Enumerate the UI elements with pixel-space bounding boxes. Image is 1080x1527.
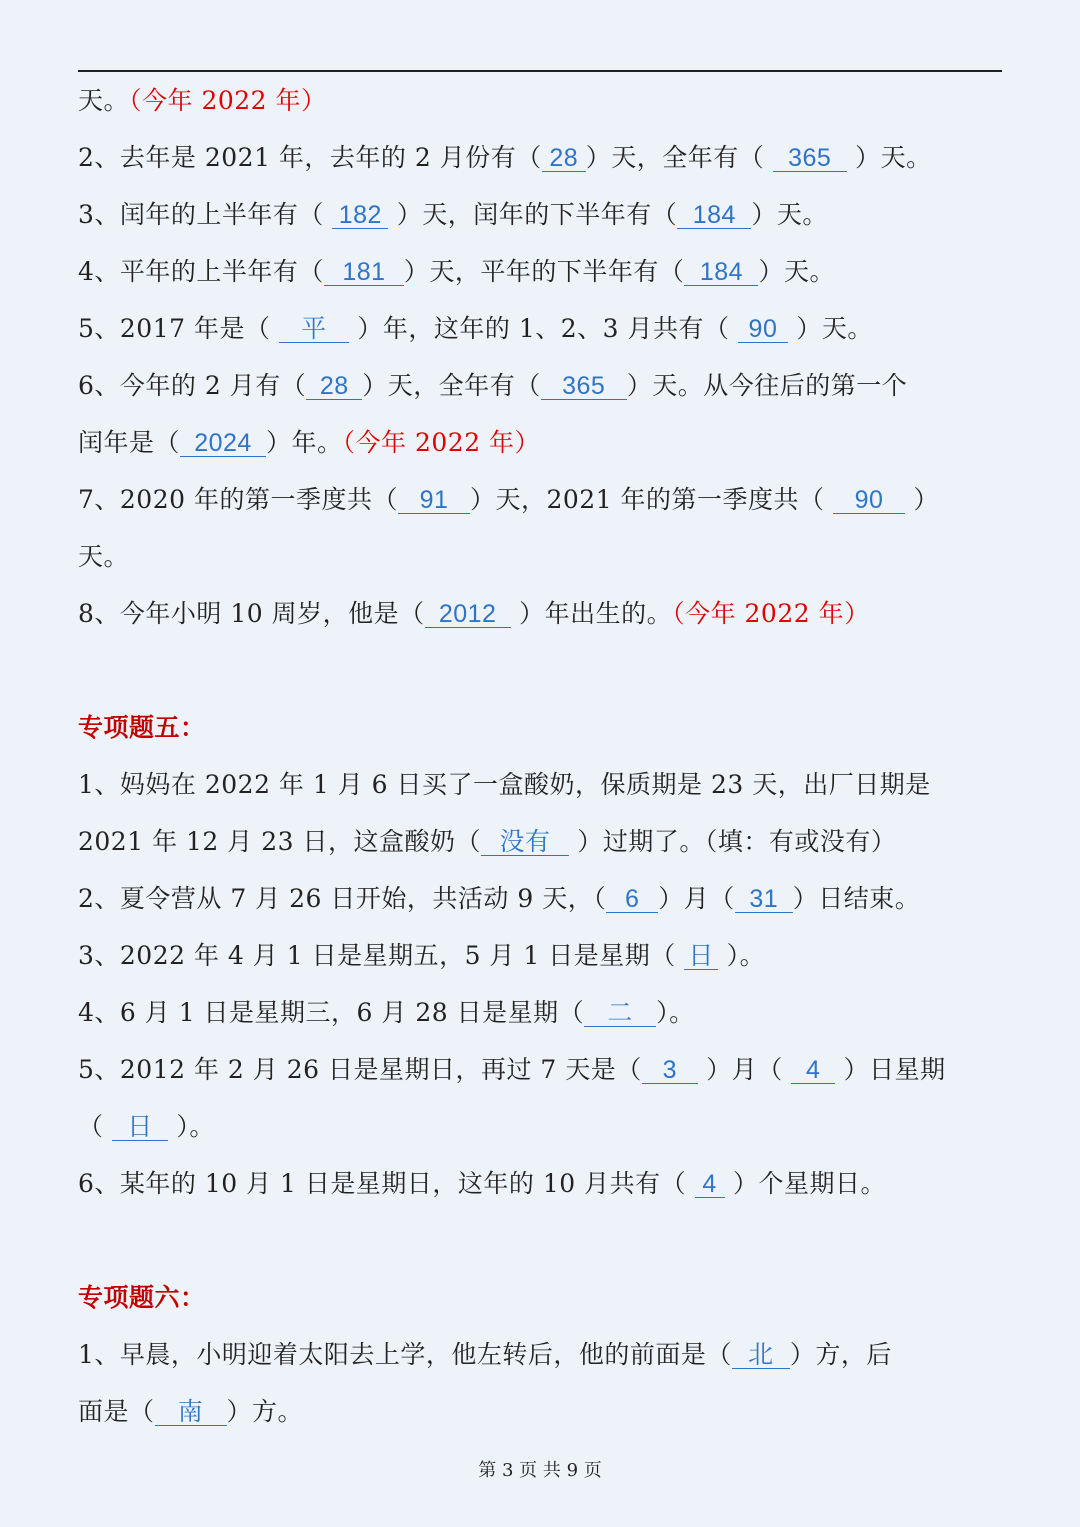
question-7 — [78, 471, 1002, 528]
question-text: ）天，全年有（ — [585, 143, 773, 172]
question-text: ）天，平年的下半年有（ — [403, 257, 685, 286]
answer-blank: 28 — [306, 373, 362, 400]
question-line — [78, 72, 1002, 129]
question-text: 5、2017 年是（ — [78, 314, 279, 343]
question-text: 7、2020 年的第一季度共（ — [78, 485, 398, 514]
question-text: ）。 — [656, 998, 695, 1027]
question-7-cont — [78, 528, 1002, 585]
question-5 — [78, 300, 1002, 357]
question-text: 5、2012 年 2 月 26 日是星期日，再过 7 天是（ — [78, 1055, 642, 1084]
question-text: （ — [78, 1112, 112, 1141]
question-text: 1、妈妈在 2022 年 1 月 6 日买了一盒酸奶，保质期是 23 天，出厂日期是 — [78, 770, 931, 799]
question-text: ）方，后 — [789, 1340, 892, 1369]
question-text: 3、2022 年 4 月 1 日是星期五，5 月 1 日是星期（ — [78, 941, 685, 970]
answer-blank: 平 — [279, 316, 349, 343]
answer-blank: 181 — [324, 259, 404, 286]
section-heading-6: 专项题六： — [78, 1283, 206, 1312]
question-text: ）天。 — [758, 257, 835, 286]
question-text: ）日星期 — [835, 1055, 946, 1084]
question-text: ） — [905, 485, 939, 514]
answer-blank: 3 — [642, 1057, 698, 1084]
answer-blank: 2012 — [425, 601, 511, 628]
question-6-cont — [78, 414, 1002, 471]
answer-blank: 90 — [738, 316, 788, 343]
question-text: ）天，2021 年的第一季度共（ — [469, 485, 834, 514]
page-footer: 第 3 页 共 9 页 — [478, 1460, 602, 1481]
question-2 — [78, 129, 1002, 186]
question-text: 天。 — [78, 86, 130, 115]
answer-blank: 没有 — [481, 829, 569, 856]
question-text: 天。 — [78, 542, 130, 571]
question-text: 面是（ — [78, 1397, 155, 1426]
question-text: 8、今年小明 10 周岁，他是（ — [78, 599, 425, 628]
question-8 — [78, 585, 1002, 642]
question-text: ）天，全年有（ — [362, 371, 541, 400]
answer-blank: 91 — [398, 487, 470, 514]
answer-blank: 184 — [684, 259, 758, 286]
answer-blank: 4 — [695, 1171, 725, 1198]
spacer — [78, 642, 1002, 699]
question-text: 4、6 月 1 日是星期三，6 月 28 日是星期（ — [78, 998, 585, 1027]
question-6 — [78, 357, 1002, 414]
question-text: 4、平年的上半年有（ — [78, 257, 324, 286]
answer-blank: 365 — [541, 373, 627, 400]
s5-question-1 — [78, 756, 1002, 813]
answer-blank: 北 — [732, 1342, 790, 1369]
answer-blank: 365 — [773, 145, 847, 172]
s5-question-5-cont — [78, 1098, 1002, 1155]
question-text: ）天。 — [787, 314, 873, 343]
answer-blank: 6 — [606, 886, 658, 913]
question-text: ）年，这年的 1、2、3 月共有（ — [348, 314, 738, 343]
year-note: （今年 2022 年） — [672, 599, 870, 628]
answer-blank: 4 — [791, 1057, 835, 1084]
answer-blank: 南 — [155, 1399, 227, 1426]
answer-blank: 31 — [735, 886, 793, 913]
question-text: 1、早晨，小明迎着太阳去上学，他左转后，他的前面是（ — [78, 1340, 732, 1369]
question-text: 6、今年的 2 月有（ — [78, 371, 307, 400]
question-text: ）天。 — [846, 143, 932, 172]
year-note: （今年 2022 年） — [129, 86, 327, 115]
s5-question-1-cont — [78, 813, 1002, 870]
question-text: ）年。 — [266, 428, 343, 457]
question-text: ）方。 — [226, 1397, 304, 1426]
s5-question-4 — [78, 984, 1002, 1041]
question-text: ）日结束。 — [792, 884, 921, 913]
question-text: ）。 — [167, 1112, 215, 1141]
question-text: 2021 年 12 月 23 日，这盒酸奶（ — [78, 827, 481, 856]
question-text: ）天。从今往后的第一个 — [626, 371, 908, 400]
answer-blank: 日 — [684, 943, 718, 970]
s6-question-1-cont — [78, 1383, 1002, 1440]
year-note: （今年 2022 年） — [342, 428, 541, 457]
question-3 — [78, 186, 1002, 243]
question-text: ）天，闰年的下半年有（ — [388, 200, 678, 229]
answer-blank: 2024 — [180, 430, 266, 457]
question-text: ）。 — [718, 941, 766, 970]
question-4 — [78, 243, 1002, 300]
s5-question-3 — [78, 927, 1002, 984]
s6-question-1 — [78, 1326, 1002, 1383]
answer-blank: 184 — [677, 202, 751, 229]
question-text: 闰年是（ — [78, 428, 181, 457]
answer-blank: 90 — [833, 487, 905, 514]
s5-question-6 — [78, 1155, 1002, 1212]
question-text: ）月（ — [697, 1055, 792, 1084]
answer-blank: 日 — [112, 1114, 168, 1141]
s5-question-5 — [78, 1041, 1002, 1098]
question-text: ）年出生的。 — [510, 599, 673, 628]
question-text: ）过期了。（填：有或没有） — [568, 827, 897, 856]
question-text: ）天。 — [751, 200, 828, 229]
answer-blank: 182 — [332, 202, 388, 229]
question-text: 2、去年是 2021 年，去年的 2 月份有（ — [78, 143, 542, 172]
page-content — [78, 72, 1002, 1440]
question-text: 3、闰年的上半年有（ — [78, 200, 333, 229]
question-text: ）个星期日。 — [724, 1169, 887, 1198]
question-text: 6、某年的 10 月 1 日是星期日，这年的 10 月共有（ — [78, 1169, 695, 1198]
section-heading-5: 专项题五： — [78, 713, 206, 742]
question-text: 2、夏令营从 7 月 26 日开始，共活动 9 天，（ — [78, 884, 607, 913]
answer-blank: 28 — [542, 145, 586, 172]
answer-blank: 二 — [584, 1000, 656, 1027]
spacer — [78, 1212, 1002, 1269]
s5-question-2 — [78, 870, 1002, 927]
question-text: ）月（ — [658, 884, 735, 913]
